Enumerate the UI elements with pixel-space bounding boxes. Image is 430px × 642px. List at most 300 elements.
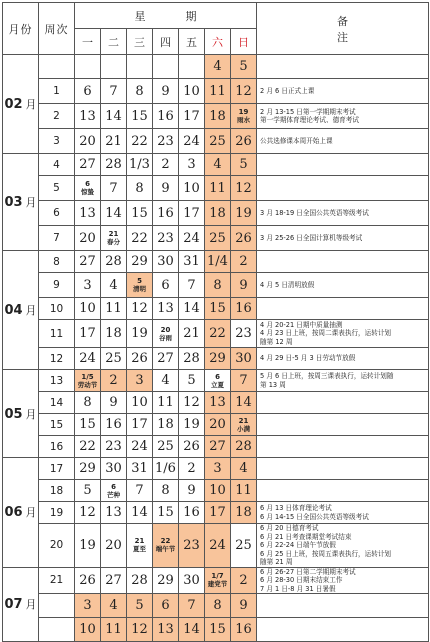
day-cell xyxy=(231,104,257,129)
day-number: 10 xyxy=(131,395,148,410)
day-cell xyxy=(179,251,205,273)
day-cell xyxy=(179,436,205,458)
note-line: 4 月 23 日上班，按周二课表执行，运转计划 xyxy=(260,329,392,338)
day-cell xyxy=(153,154,179,176)
day-number: 18 xyxy=(105,326,122,341)
day-cell xyxy=(101,55,127,79)
notes-cell xyxy=(257,298,429,320)
day-number: 11 xyxy=(235,483,252,498)
day-number: 19 xyxy=(238,108,249,116)
week-row xyxy=(3,298,429,320)
notes-cell xyxy=(257,458,429,480)
weekday-header-1: 一 xyxy=(75,29,101,55)
day-number: 26 xyxy=(235,230,252,246)
day-cell xyxy=(179,320,205,348)
week-number: 17 xyxy=(39,458,75,480)
day-number: 15 xyxy=(79,417,96,432)
day-number: 8 xyxy=(213,277,222,293)
week-row xyxy=(3,392,429,414)
week-number xyxy=(39,594,75,618)
weekday-header-4: 四 xyxy=(153,29,179,55)
week-number xyxy=(39,55,75,79)
day-number: 7 xyxy=(135,483,144,498)
day-number: 25 xyxy=(235,537,252,553)
day-cell xyxy=(127,370,153,392)
day-number: 10 xyxy=(183,83,200,99)
note-line: 6 月 25 日上班，按周五课表执行，运转计划 xyxy=(260,549,392,558)
day-number: 31 xyxy=(183,254,200,269)
day-number: 5 xyxy=(135,598,144,613)
day-number: 27 xyxy=(79,157,96,172)
day-cell xyxy=(101,594,127,618)
day-number: 20 xyxy=(79,133,96,149)
day-cell xyxy=(101,370,127,392)
week-row xyxy=(3,273,429,298)
day-number: 29 xyxy=(209,351,226,366)
day-number: 17 xyxy=(183,205,200,221)
day-number: 18 xyxy=(209,205,226,221)
week-row xyxy=(3,154,429,176)
day-cell xyxy=(179,176,205,201)
day-number: 14 xyxy=(183,622,200,637)
note-line: 5 月 6 日上班，按周三课表执行，运转计划随 xyxy=(260,372,394,380)
day-number: 22 xyxy=(79,439,96,454)
day-cell xyxy=(231,226,257,251)
day-number: 11 xyxy=(209,83,226,99)
day-number: 31 xyxy=(131,461,148,476)
day-number: 20 xyxy=(160,325,171,334)
day-number: 28 xyxy=(131,572,148,588)
day-number: 14 xyxy=(235,395,252,410)
week-number: 15 xyxy=(39,414,75,436)
week-row xyxy=(3,55,429,79)
day-number: 21 xyxy=(105,133,122,149)
day-cell xyxy=(127,79,153,104)
day-number: 21 xyxy=(183,326,200,341)
day-number: 20 xyxy=(79,230,96,246)
day-cell xyxy=(127,502,153,524)
month-number: 02 xyxy=(4,97,23,112)
day-number: 14 xyxy=(105,108,122,124)
day-number: 15 xyxy=(209,301,226,316)
day-cell xyxy=(75,436,101,458)
day-number: 24 xyxy=(131,439,148,454)
day-number: 20 xyxy=(105,537,122,553)
weekday-header-2: 二 xyxy=(101,29,127,55)
month-unit: 月 xyxy=(25,506,37,520)
day-number: 17 xyxy=(209,505,226,520)
note-line: 第 13 周 xyxy=(260,380,286,389)
day-cell xyxy=(153,414,179,436)
day-cell xyxy=(205,594,231,618)
month-number: 03 xyxy=(4,195,23,210)
day-cell xyxy=(101,480,127,502)
week-number xyxy=(39,618,75,642)
day-number: 22 xyxy=(160,537,171,546)
day-cell xyxy=(75,201,101,226)
day-number: 8 xyxy=(83,395,92,410)
day-number: 10 xyxy=(79,301,96,316)
day-cell xyxy=(75,226,101,251)
day-number: 16 xyxy=(183,505,200,520)
day-cell xyxy=(179,414,205,436)
day-number: 30 xyxy=(235,351,252,366)
day-number: 1/3 xyxy=(129,157,150,172)
notes-cell xyxy=(257,348,429,370)
solar-term-label: 建党节 xyxy=(207,580,228,589)
notes-cell xyxy=(257,55,429,79)
day-cell xyxy=(205,370,231,392)
day-cell xyxy=(101,392,127,414)
day-number: 24 xyxy=(183,230,200,246)
day-number: 15 xyxy=(209,622,226,637)
day-number: 20 xyxy=(209,417,226,432)
day-number: 17 xyxy=(79,326,96,341)
solar-term-label: 夏至 xyxy=(133,545,146,554)
day-number: 9 xyxy=(161,83,170,99)
day-cell xyxy=(101,129,127,154)
day-number: 15 xyxy=(131,205,148,221)
day-number: 6 xyxy=(215,372,220,381)
day-cell xyxy=(179,348,205,370)
week-row xyxy=(3,251,429,273)
day-cell xyxy=(179,273,205,298)
day-number: 11 xyxy=(209,180,226,196)
day-number: 26 xyxy=(79,572,96,588)
week-row xyxy=(3,414,429,436)
day-number: 24 xyxy=(79,351,96,366)
day-number: 22 xyxy=(209,326,226,341)
month-label xyxy=(3,567,39,642)
notes-cell xyxy=(257,79,429,104)
day-number: 8 xyxy=(135,83,144,99)
day-cell xyxy=(127,524,153,568)
day-cell xyxy=(179,201,205,226)
day-cell xyxy=(231,273,257,298)
day-number: 7 xyxy=(109,83,118,99)
day-cell xyxy=(127,594,153,618)
day-cell xyxy=(205,392,231,414)
day-number: 23 xyxy=(183,537,200,553)
day-number: 30 xyxy=(183,572,200,588)
day-cell xyxy=(179,370,205,392)
notes-cell xyxy=(257,480,429,502)
day-number: 12 xyxy=(131,622,148,637)
day-cell xyxy=(231,480,257,502)
day-cell xyxy=(153,480,179,502)
day-cell xyxy=(101,201,127,226)
day-cell xyxy=(231,154,257,176)
day-cell xyxy=(75,458,101,480)
day-cell xyxy=(205,79,231,104)
day-cell xyxy=(231,129,257,154)
day-cell xyxy=(153,320,179,348)
day-number: 5 xyxy=(83,483,92,498)
day-cell xyxy=(179,154,205,176)
solar-term-label: 端午节 xyxy=(155,545,176,554)
day-cell xyxy=(153,567,179,594)
note-line: 6 月 13 日体育理论考试 xyxy=(260,504,332,512)
month-label xyxy=(3,370,39,458)
day-cell xyxy=(179,298,205,320)
day-number: 27 xyxy=(79,254,96,269)
day-number: 5 xyxy=(187,373,196,388)
day-cell xyxy=(153,594,179,618)
day-cell xyxy=(75,273,101,298)
day-number: 8 xyxy=(213,598,222,613)
school-calendar-table xyxy=(2,2,429,642)
week-number: 13 xyxy=(39,370,75,392)
week-header: 周次 xyxy=(39,3,75,55)
day-cell xyxy=(75,502,101,524)
day-number: 26 xyxy=(183,439,200,454)
day-cell xyxy=(101,567,127,594)
day-number: 11 xyxy=(157,395,174,410)
day-number: 12 xyxy=(79,505,96,520)
day-number: 29 xyxy=(157,572,174,588)
day-cell xyxy=(75,176,101,201)
day-number: 11 xyxy=(105,622,122,637)
week-row xyxy=(3,618,429,642)
calendar-header xyxy=(3,3,429,55)
month-unit: 月 xyxy=(25,304,37,317)
day-cell xyxy=(75,480,101,502)
day-number: 12 xyxy=(235,83,252,99)
month-number: 07 xyxy=(4,597,23,613)
day-number: 6 xyxy=(161,277,170,293)
note-line: 6 月 14-15 日全国公共英语等级考试 xyxy=(260,512,369,521)
day-cell xyxy=(179,502,205,524)
week-number: 6 xyxy=(39,201,75,226)
day-number: 6 xyxy=(83,83,92,99)
day-cell xyxy=(127,348,153,370)
day-cell xyxy=(75,594,101,618)
day-number: 28 xyxy=(105,157,122,172)
month-unit: 月 xyxy=(25,196,37,209)
day-number: 14 xyxy=(131,505,148,520)
day-cell xyxy=(127,298,153,320)
week-number: 14 xyxy=(39,392,75,414)
day-number: 1/7 xyxy=(211,572,224,581)
day-cell xyxy=(231,594,257,618)
day-number: 2 xyxy=(239,254,248,269)
week-row xyxy=(3,458,429,480)
day-number: 15 xyxy=(157,505,174,520)
day-cell xyxy=(153,524,179,568)
notes-cell xyxy=(257,392,429,414)
day-number: 16 xyxy=(157,108,174,124)
week-number: 11 xyxy=(39,320,75,348)
day-number: 30 xyxy=(105,461,122,476)
day-number: 30 xyxy=(157,254,174,269)
day-cell xyxy=(101,348,127,370)
day-number: 19 xyxy=(235,205,252,221)
day-cell xyxy=(75,251,101,273)
day-cell xyxy=(153,370,179,392)
day-number: 2 xyxy=(187,461,196,476)
day-cell xyxy=(153,458,179,480)
note-line: 6 月 20 日德育考试 xyxy=(260,524,319,532)
day-cell xyxy=(101,524,127,568)
day-cell xyxy=(75,129,101,154)
day-number: 26 xyxy=(131,351,148,366)
day-cell xyxy=(75,414,101,436)
weekday-header-7: 日 xyxy=(231,29,257,55)
day-cell xyxy=(153,129,179,154)
day-cell xyxy=(179,594,205,618)
day-cell xyxy=(75,392,101,414)
day-cell xyxy=(75,370,101,392)
day-number: 1/4 xyxy=(207,254,228,269)
notes-cell xyxy=(257,436,429,458)
day-number: 6 xyxy=(85,180,90,188)
month-number: 06 xyxy=(4,505,23,521)
day-number: 3 xyxy=(135,373,144,388)
day-cell xyxy=(127,55,153,79)
day-cell xyxy=(75,104,101,129)
day-cell xyxy=(231,348,257,370)
notes-cell xyxy=(257,370,429,392)
weekday-header-5: 五 xyxy=(179,29,205,55)
week-number: 3 xyxy=(39,129,75,154)
day-cell xyxy=(75,298,101,320)
month-number: 05 xyxy=(4,406,23,422)
day-number: 1/5 xyxy=(81,372,94,381)
day-number: 28 xyxy=(235,439,252,454)
notes-cell xyxy=(257,414,429,436)
day-number: 5 xyxy=(239,157,248,172)
day-cell xyxy=(153,502,179,524)
day-number: 18 xyxy=(209,108,226,124)
week-row xyxy=(3,594,429,618)
day-number: 5 xyxy=(239,59,248,74)
day-number: 23 xyxy=(157,230,174,246)
day-cell xyxy=(231,370,257,392)
day-cell xyxy=(101,502,127,524)
week-row xyxy=(3,370,429,392)
notes-cell xyxy=(257,154,429,176)
weekday-header-3: 三 xyxy=(127,29,153,55)
day-cell xyxy=(231,201,257,226)
day-cell xyxy=(127,273,153,298)
day-number: 18 xyxy=(235,505,252,520)
note-line: 随第 21 周 xyxy=(260,558,293,566)
day-number: 25 xyxy=(209,133,226,149)
week-number: 12 xyxy=(39,348,75,370)
day-number: 14 xyxy=(105,205,122,221)
day-cell xyxy=(101,414,127,436)
day-cell xyxy=(75,79,101,104)
day-number: 13 xyxy=(209,395,226,410)
day-cell xyxy=(231,392,257,414)
day-cell xyxy=(231,567,257,594)
solar-term-label: 谷雨 xyxy=(159,333,172,342)
day-cell xyxy=(231,524,257,568)
week-number: 18 xyxy=(39,480,75,502)
notes-cell xyxy=(257,129,429,154)
day-number: 21 xyxy=(134,537,145,546)
day-number: 25 xyxy=(105,351,122,366)
day-cell xyxy=(153,55,179,79)
day-number: 23 xyxy=(157,133,174,149)
day-number: 9 xyxy=(187,483,196,498)
week-row xyxy=(3,320,429,348)
day-cell xyxy=(153,79,179,104)
day-number: 10 xyxy=(79,622,96,637)
day-number: 17 xyxy=(131,417,148,432)
day-number: 2 xyxy=(239,572,248,588)
day-cell xyxy=(231,55,257,79)
day-cell xyxy=(205,176,231,201)
day-cell xyxy=(205,129,231,154)
day-cell xyxy=(127,201,153,226)
day-cell xyxy=(205,414,231,436)
day-cell xyxy=(153,348,179,370)
week-row xyxy=(3,226,429,251)
day-cell xyxy=(179,55,205,79)
day-number: 27 xyxy=(105,572,122,588)
solar-term-label: 雨水 xyxy=(237,116,251,124)
day-cell xyxy=(205,201,231,226)
day-cell xyxy=(127,618,153,642)
day-cell xyxy=(205,55,231,79)
day-cell xyxy=(231,251,257,273)
week-row xyxy=(3,524,429,568)
day-cell xyxy=(101,436,127,458)
day-number: 27 xyxy=(157,351,174,366)
week-number: 5 xyxy=(39,176,75,201)
day-number: 25 xyxy=(209,230,226,246)
day-cell xyxy=(231,502,257,524)
week-row xyxy=(3,480,429,502)
notes-cell xyxy=(257,618,429,642)
day-number: 26 xyxy=(235,133,252,149)
solar-term-label: 小满 xyxy=(237,424,251,433)
day-cell xyxy=(205,502,231,524)
month-label xyxy=(3,251,39,370)
note-line: 4 月 20-21 日期中质量抽测 xyxy=(260,320,343,329)
day-cell xyxy=(205,320,231,348)
note-line: 6 月 21 日考查课期堂考试结束 xyxy=(260,532,352,541)
xingqi-text: 星期 xyxy=(134,9,237,23)
day-number: 6 xyxy=(161,598,170,613)
day-number: 3 xyxy=(83,598,92,613)
day-cell xyxy=(101,298,127,320)
day-cell xyxy=(153,392,179,414)
day-number: 16 xyxy=(235,622,252,637)
day-cell xyxy=(127,436,153,458)
note-line: 随第 12 周 xyxy=(260,337,293,346)
week-row xyxy=(3,129,429,154)
day-number: 11 xyxy=(105,301,122,316)
day-number: 4 xyxy=(213,59,222,74)
day-number: 3 xyxy=(83,277,92,293)
day-cell xyxy=(127,176,153,201)
day-number: 12 xyxy=(183,395,200,410)
note-line: 6 月 28-30 日期末结束工作 xyxy=(260,576,343,584)
note-line: 3 月 18-19 日全国公共英语等级考试 xyxy=(260,208,369,217)
day-number: 9 xyxy=(109,395,118,410)
solar-term-label: 芒种 xyxy=(107,490,120,499)
notes-cell xyxy=(257,104,429,129)
week-row xyxy=(3,436,429,458)
note-line: 第一学期体育理论考试、德育考试 xyxy=(260,116,359,124)
calendar-body xyxy=(3,55,429,642)
month-label xyxy=(3,55,39,154)
day-number: 1/6 xyxy=(155,461,176,476)
day-number: 4 xyxy=(213,157,222,172)
day-number: 19 xyxy=(131,326,148,341)
